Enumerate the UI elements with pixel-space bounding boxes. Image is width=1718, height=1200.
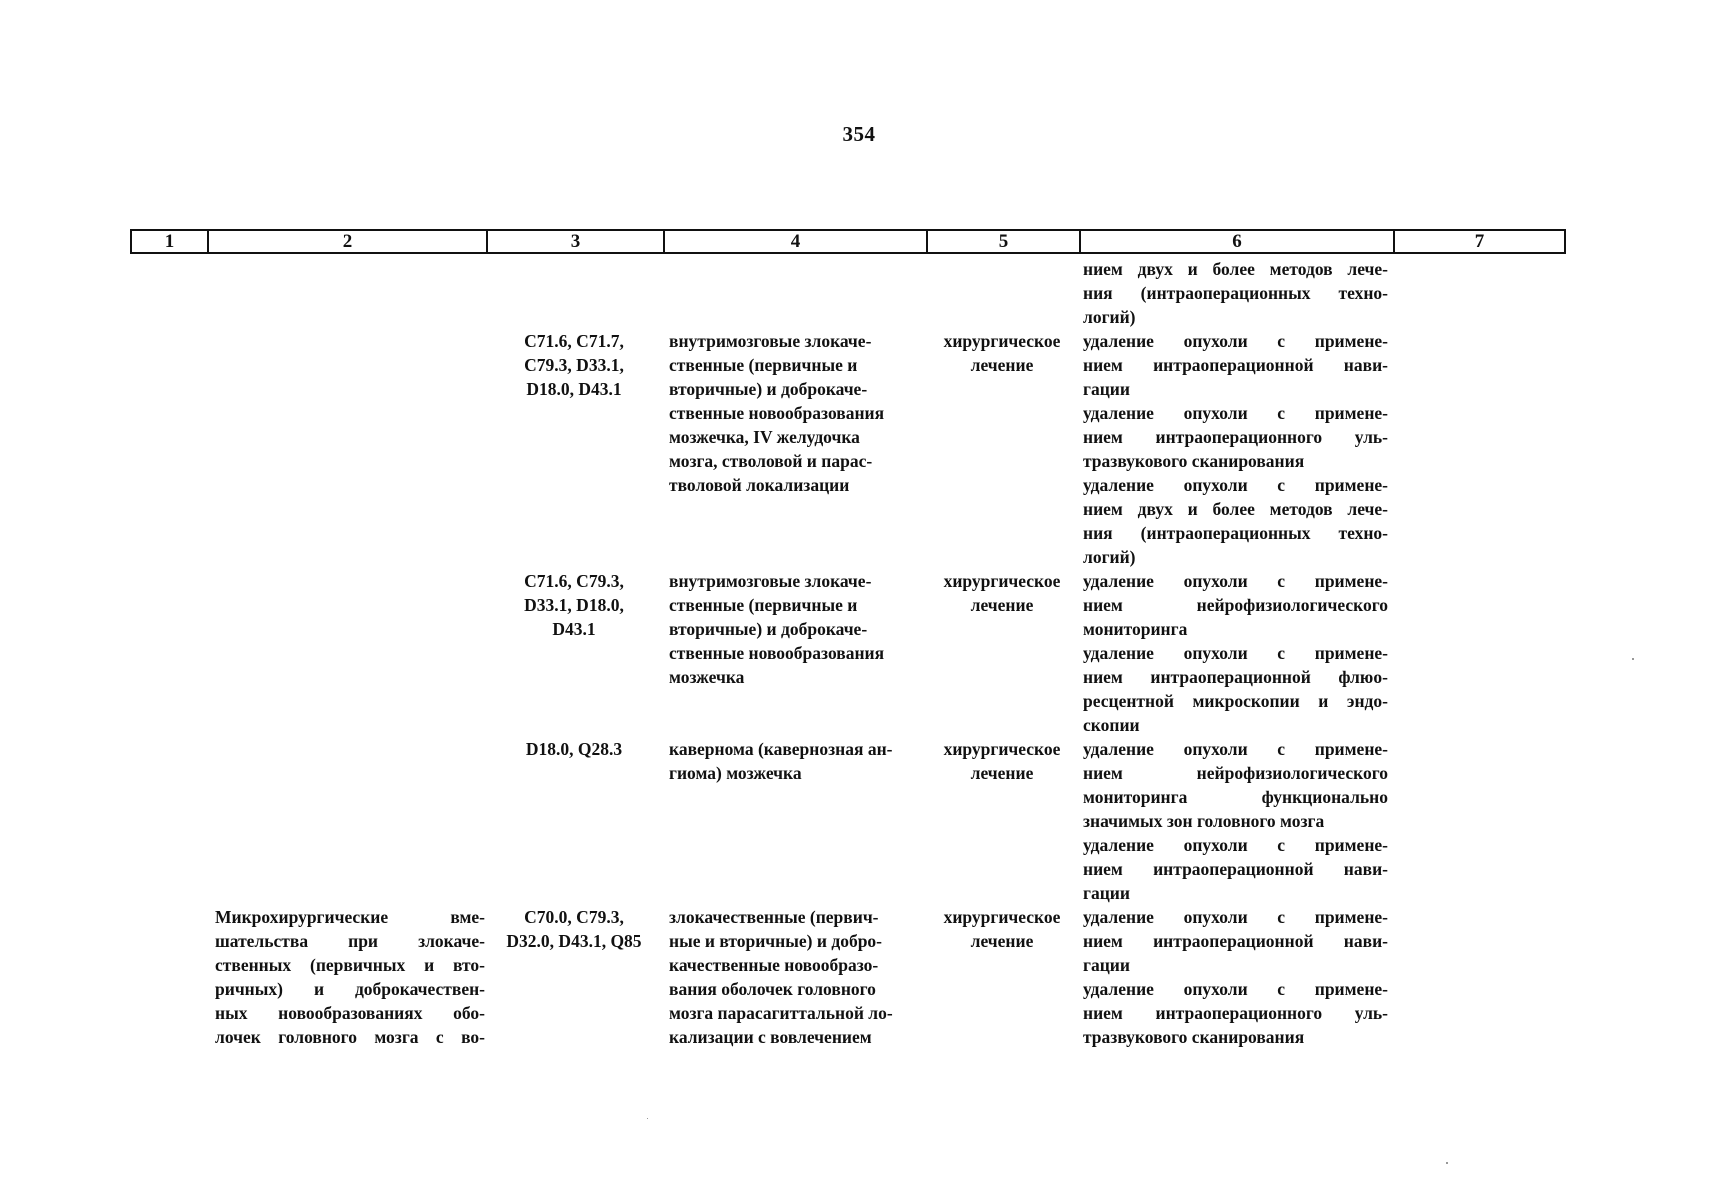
text-line: внутримозговые злокаче-: [669, 571, 872, 591]
text-line: ные и вторичные) и добро-: [669, 931, 882, 951]
text-line: ственные новообразования: [669, 643, 885, 663]
text-line: D33.1, D18.0,: [524, 595, 624, 615]
header-col-1: 1: [131, 230, 208, 253]
scan-speck: [1446, 1162, 1448, 1164]
text-line: значимых зон головного мозга: [1083, 811, 1325, 831]
text-line: тразвукового сканирования: [1083, 1027, 1305, 1047]
text-line: ственные (первичные и: [669, 595, 858, 615]
text-line: мониторинга: [1083, 619, 1188, 639]
header-col-7: 7: [1394, 230, 1565, 253]
text-line: лечение: [970, 763, 1034, 783]
text-line: логий): [1083, 547, 1136, 567]
text-line: ния (интраоперационных техно-: [1083, 283, 1388, 303]
text-line: Микрохирургические вме-: [215, 907, 485, 927]
header-col-5: 5: [927, 230, 1080, 253]
text-line: мониторинга функционально: [1083, 787, 1388, 807]
text-line: удаление опухоли с примене-: [1083, 571, 1388, 591]
text-line: ресцентной микроскопии и эндо-: [1083, 691, 1388, 711]
text-line: вторичные) и доброкаче-: [669, 379, 868, 399]
header-col-4: 4: [664, 230, 927, 253]
text-line: удаление опухоли с примене-: [1083, 907, 1388, 927]
row-1-col6-method: [1083, 257, 1388, 329]
header-col-3: 3: [487, 230, 664, 253]
text-line: нием нейрофизиологического: [1083, 595, 1388, 615]
table-header: [130, 229, 1566, 254]
row-4-col6-method: [1083, 737, 1388, 905]
text-line: тволовой локализации: [669, 475, 850, 495]
text-line: C71.6, C71.7,: [524, 331, 624, 351]
scan-speck: [647, 1118, 648, 1119]
text-line: D18.0, Q28.3: [525, 739, 623, 759]
text-line: C71.6, C79.3,: [524, 571, 624, 591]
text-line: удаление опухоли с примене-: [1083, 475, 1388, 495]
text-line: ственные (первичные и: [669, 355, 858, 375]
row-2-col5-treatment: [932, 329, 1072, 377]
text-line: хирургическое: [943, 571, 1061, 591]
text-line: лечение: [970, 931, 1034, 951]
row-4-col3-codes: [488, 737, 660, 761]
text-line: мозжечка, IV желудочка: [669, 427, 860, 447]
text-line: ных новообразованиях обо-: [215, 1003, 485, 1023]
text-line: удаление опухоли с примене-: [1083, 979, 1388, 999]
text-line: шательства при злокаче-: [215, 931, 485, 951]
text-line: гации: [1083, 955, 1130, 975]
row-2-col6-method: [1083, 329, 1388, 569]
row-2-col3-codes: [488, 329, 660, 401]
text-line: ричных) и доброкачествен-: [215, 979, 485, 999]
page-number: 354: [842, 122, 876, 146]
text-line: D32.0, D43.1, Q85: [506, 931, 642, 951]
text-line: удаление опухоли с примене-: [1083, 403, 1388, 423]
row-5-col2-text: [215, 905, 485, 1049]
text-line: тразвукового сканирования: [1083, 451, 1305, 471]
row-3-col4-diagnosis: [669, 569, 924, 689]
text-line: нием двух и более методов лече-: [1083, 499, 1388, 519]
row-5-col4-diagnosis: [669, 905, 924, 1049]
text-line: хирургическое: [943, 907, 1061, 927]
text-line: кализации с вовлечением: [669, 1027, 872, 1047]
text-line: мозжечка: [669, 667, 745, 687]
row-5-col3-codes: [488, 905, 660, 953]
text-line: удаление опухоли с примене-: [1083, 643, 1388, 663]
row-4-col4-diagnosis: [669, 737, 924, 785]
text-line: удаление опухоли с примене-: [1083, 835, 1388, 855]
text-line: лечение: [970, 355, 1034, 375]
text-line: C70.0, C79.3,: [524, 907, 624, 927]
row-3-col5-treatment: [932, 569, 1072, 617]
text-line: гации: [1083, 379, 1130, 399]
text-line: нием двух и более методов лече-: [1083, 259, 1388, 279]
text-line: нием интраоперационной нави-: [1083, 859, 1388, 879]
text-line: C79.3, D33.1,: [524, 355, 624, 375]
text-line: гации: [1083, 883, 1130, 903]
text-line: ния (интраоперационных техно-: [1083, 523, 1388, 543]
header-col-2: 2: [208, 230, 487, 253]
text-line: ственные новообразования: [669, 403, 885, 423]
text-line: нием интраоперационного уль-: [1083, 427, 1388, 447]
row-5-col5-treatment: [932, 905, 1072, 953]
text-line: хирургическое: [943, 331, 1061, 351]
text-line: нием интраоперационного уль-: [1083, 1003, 1388, 1023]
text-line: мозга, стволовой и парас-: [669, 451, 873, 471]
text-line: скопии: [1083, 715, 1140, 735]
row-3-col6-method: [1083, 569, 1388, 737]
text-line: качественные новообразо-: [669, 955, 879, 975]
text-line: кавернома (кавернозная ан-: [669, 739, 893, 759]
text-line: логий): [1083, 307, 1136, 327]
row-3-col3-codes: [488, 569, 660, 641]
text-line: злокачественные (первич-: [669, 907, 879, 927]
text-line: удаление опухоли с примене-: [1083, 739, 1388, 759]
text-line: мозга парасагиттальной ло-: [669, 1003, 893, 1023]
header-col-6: 6: [1080, 230, 1394, 253]
text-line: внутримозговые злокаче-: [669, 331, 872, 351]
text-line: вторичные) и доброкаче-: [669, 619, 868, 639]
text-line: нием интраоперационной флюо-: [1083, 667, 1388, 687]
text-line: лочек головного мозга с во-: [215, 1027, 485, 1047]
row-2-col4-diagnosis: [669, 329, 924, 497]
text-line: хирургическое: [943, 739, 1061, 759]
text-line: ственных (первичных и вто-: [215, 955, 485, 975]
scan-speck: [1632, 658, 1634, 660]
text-line: D43.1: [552, 619, 596, 639]
text-line: нием интраоперационной нави-: [1083, 931, 1388, 951]
text-line: удаление опухоли с примене-: [1083, 331, 1388, 351]
text-line: вания оболочек головного: [669, 979, 876, 999]
text-line: нием интраоперационной нави-: [1083, 355, 1388, 375]
row-4-col5-treatment: [932, 737, 1072, 785]
text-line: нием нейрофизиологического: [1083, 763, 1388, 783]
text-line: гиома) мозжечка: [669, 763, 802, 783]
text-line: лечение: [970, 595, 1034, 615]
row-5-col6-method: [1083, 905, 1388, 1049]
text-line: D18.0, D43.1: [526, 379, 622, 399]
